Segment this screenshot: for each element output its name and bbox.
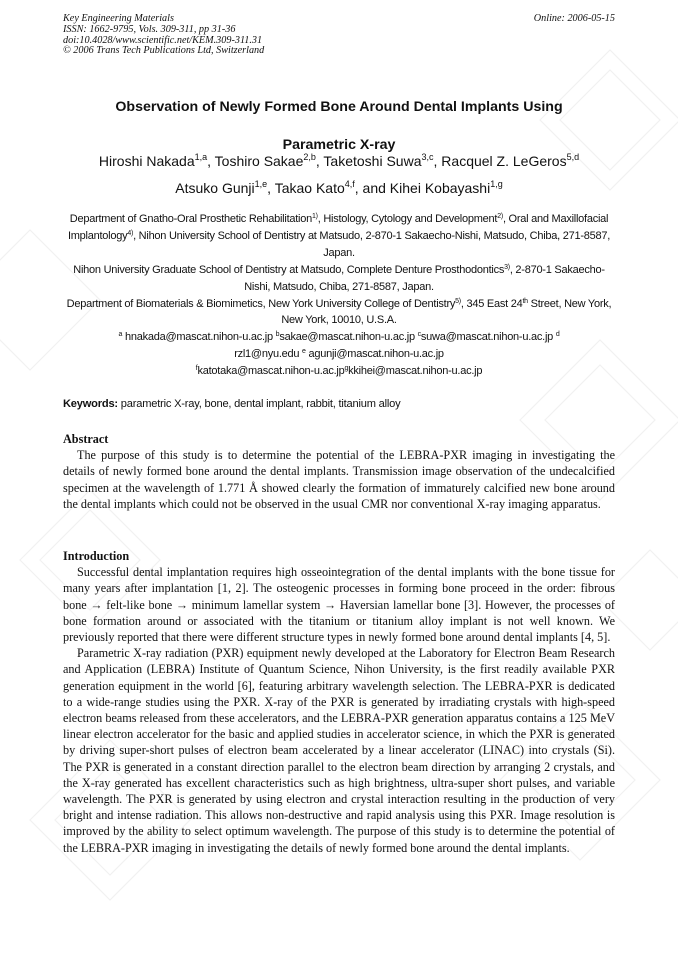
affiliations	[63, 211, 615, 380]
email-sup: b	[275, 331, 280, 339]
affiliation-3	[63, 296, 615, 330]
abstract-heading: Abstract	[63, 432, 109, 446]
affiliation-text: , Histology, Cytology and Development	[317, 213, 498, 225]
online-date: Online: 2006-05-15	[533, 13, 615, 24]
email-address[interactable]: hnakada@mascat.nihon-u.ac.jp	[122, 331, 276, 344]
email-address[interactable]: kkihei@mascat.nihon-u.ac.jp	[348, 365, 483, 378]
affiliation-text: Department of Gnatho-Oral Prosthetic Rehabilitation	[69, 213, 312, 225]
abstract-section	[63, 431, 615, 512]
email-address[interactable]: suwa@mascat.nihon-u.ac.jp	[420, 331, 556, 344]
email-sup: d	[555, 331, 560, 339]
email-sup: f	[195, 365, 198, 373]
affiliation-text: , 345 East 24	[460, 297, 523, 310]
authors-line-2	[63, 175, 615, 202]
email-sup: a	[118, 331, 123, 339]
keywords-text: parametric X-ray, bone, dental implant, rabbit, titanium alloy	[117, 398, 401, 410]
introduction-paragraph-2: Parametric X-ray radiation (PXR) equipment newly developed at the Laboratory for Electron Beam Research and Application (LEBRA) Institute of Quantum Science, Nihon University, is the first readily available PXR generation equipment in the world [6], featuring arbitrary wavelength selection. The LEBRA-PXR is dedicated to a wide-range studies using the PXR. X-ray of the PXR is generated by irradiating crystals with high-speed electron beams released from these accelerators, and the LEBRA-PXR generation apparatus contains a 125 MeV linear electron accelerator for the basic and applied studies in accelerator science, in which the PXR is generated by driving super-short pulses of electron beam accelerated by a linear accelerator (LINAC) into crystals (Si). The PXR is generated in a constant direction parallel to the electron beam direction by arranging 2 crystals, and the X-ray generated has excellent characteristics such as high brightness, ultra-super short pulses, and variable wavelength. The PXR is generated by using electron and crystal interaction resulting in the production of very bright and intense radiation. This allows non-destructive and rapid analysis using this PXR. Image resolution is improved by the ability to select optimum wavelength. The purpose of this study is to determine the potential of the LEBRA-PXR imaging in investigating the details of newly formed bone around the dental implants.	[63, 646, 615, 855]
doi-line: doi:10.4028/www.scientific.net/KEM.309-311.31	[63, 34, 263, 46]
affiliation-text: , Nihon University School of Dentistry at Matsudo, 2-870-1 Sakaecho-Nishi, Matsudo, Chiba, 271-8587, Japan.	[133, 229, 611, 259]
title-line-1: Observation of Newly Formed Bone Around Dental Implants Using	[115, 99, 563, 115]
author-name: , and Kihei Kobayashi	[354, 180, 491, 196]
affiliation-text: Street, New York, New York, 10010, U.S.A.	[281, 297, 612, 327]
affiliation-sup: 5)	[455, 297, 461, 305]
author-sup: 1,a	[194, 152, 208, 162]
author-sup: 4,f	[344, 179, 355, 189]
introduction-section	[63, 548, 615, 856]
email-address[interactable]: rzl1@nyu.edu	[234, 348, 303, 361]
author-name: Hiroshi Nakada	[98, 153, 195, 169]
author-sup: 3,c	[421, 152, 434, 162]
affiliation-2	[63, 262, 615, 296]
affiliation-text: , Oral and Maxillofacial Implantology	[67, 213, 609, 242]
author-list	[63, 148, 615, 202]
author-name: , Takao Kato	[267, 180, 345, 196]
author-sup: 5,d	[566, 152, 580, 162]
affiliation-text: Nihon University Graduate School of Dentistry at Matsudo, Complete Denture Prosthodontics	[73, 263, 505, 276]
introduction-paragraph-1: Successful dental implantation requires high osseointegration of the dental implants with the bone tissue for many years after implantation [1, 2]. The osteogenic processes in forming bone proceed in the order: fibrous bone → felt-like bone → minimum lamellar system → Haversian lamellar bone [3]. However, the processes of bone formation around or associated with the titanium or titanium alloy implant is not well known. We previously reported that there were different structure types in newly formed bone around dental implants [4, 5].	[63, 565, 615, 645]
email-address[interactable]: agunji@mascat.nihon-u.ac.jp	[305, 348, 444, 361]
email-sup: c	[417, 331, 421, 339]
affiliation-text: Department of Biomaterials & Biomimetics, New York University College of Dentistry	[66, 297, 456, 310]
title-line-2: Parametric X-ray	[282, 137, 396, 153]
email-address[interactable]: katotaka@mascat.nihon-u.ac.jp	[197, 365, 345, 378]
journal-name: Key Engineering Materials	[63, 13, 174, 24]
author-name: , Toshiro Sakae	[207, 153, 304, 169]
email-sup: g	[344, 365, 349, 373]
email-list	[63, 329, 615, 380]
affiliation-sup: 3)	[504, 263, 510, 271]
authors-line-1	[63, 148, 615, 175]
author-name: , Racquel Z. LeGeros	[433, 153, 567, 169]
keywords-label: Keywords:	[63, 398, 118, 410]
keywords	[63, 396, 615, 412]
author-name: Atsuko Gunji	[175, 180, 255, 196]
author-sup: 1,g	[490, 179, 503, 189]
affiliation-text: , 2-870-1 Sakaecho-Nishi, Matsudo, Chiba, 271-8587, Japan.	[244, 263, 605, 293]
issn-line: ISSN: 1662-9795, Vols. 309-311, pp 31-36	[63, 23, 236, 35]
copyright-line: © 2006 Trans Tech Publications Ltd, Switzerland	[63, 45, 265, 57]
author-sup: 2,b	[303, 152, 316, 162]
email-sup: e	[302, 348, 306, 356]
abstract-text: The purpose of this study is to determine the potential of the LEBRA-PXR imaging in investigating the details of newly formed bone around the dental implants. Transmission image observation of the undecalcified specimen at the wavelength of 1.771 Å showed clearly the formation of immaturely calcified new bone around the dental implants which could not be observed in the usual CMR nor conventional X-ray imaging apparatus.	[63, 448, 615, 511]
affiliation-sup: th	[522, 297, 528, 305]
author-sup: 1,e	[254, 179, 268, 189]
author-name: , Taketoshi Suwa	[315, 153, 422, 169]
introduction-heading: Introduction	[63, 549, 130, 563]
affiliation-sup: 1)	[311, 213, 318, 220]
affiliation-sup: 2)	[497, 213, 503, 220]
affiliation-1	[63, 211, 615, 262]
email-address[interactable]: sakae@mascat.nihon-u.ac.jp	[279, 331, 418, 344]
affiliation-sup: 4)	[127, 229, 134, 237]
